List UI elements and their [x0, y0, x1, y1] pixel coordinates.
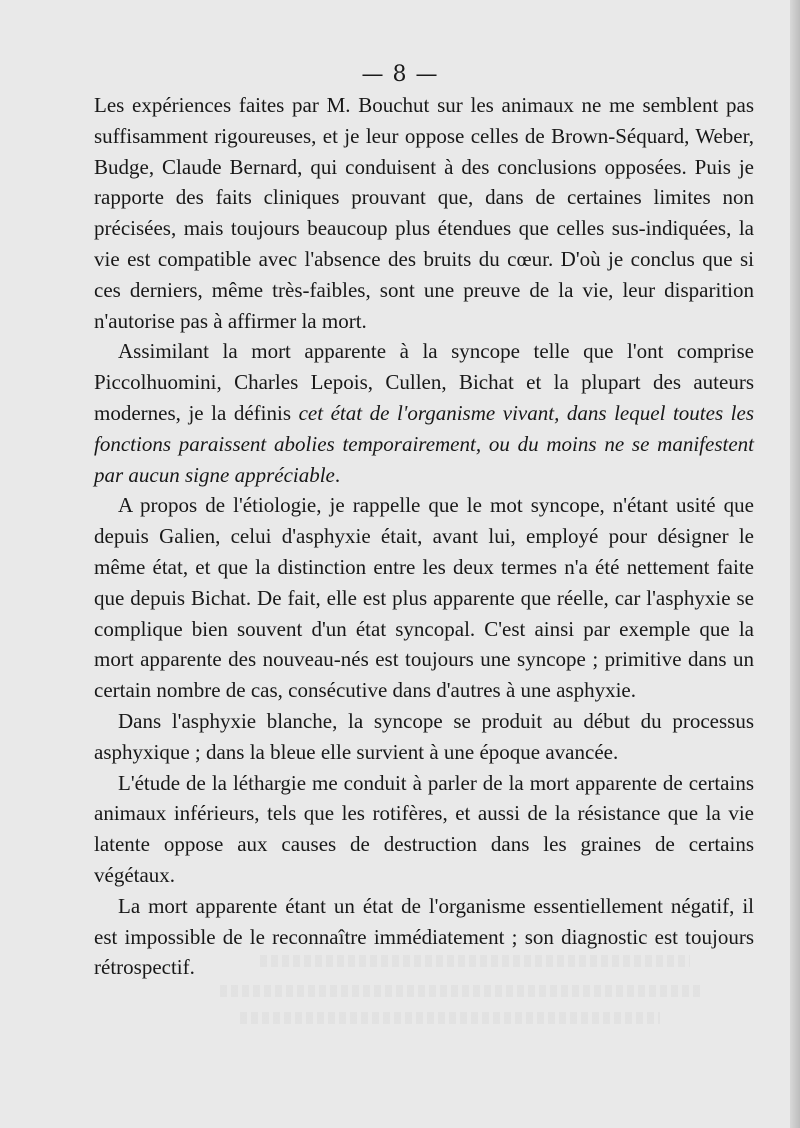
paragraph-3: A propos de l'étiologie, je rappelle que le mot syncope, n'étant usité que depuis Galien, celui d'asphyxie était, avant lui, employé pour désigner le même état, et que la distinction entre les deux termes n'a été nettement faite que depuis Bichat. De fait, elle est plus apparente que réelle, car l'asphyxie se complique bien souvent d'un état syncopal. C'est ainsi par exemple que la mort apparente des nouveau-nés est toujours une syncope ; primitive dans un certain nombre de cas, consécutive dans d'autres à une asphyxie. [94, 493, 754, 703]
paragraph-1: Les expériences faites par M. Bouchut sur les animaux ne me semblent pas suffisamment rigoureuses, et je leur oppose celles de Brown-Séquard, Weber, Budge, Claude Bernard, qui conduisent à des conclusions opposées. Puis je rapporte des faits cliniques prouvant que, dans de certaines limites non précisées, mais toujours beaucoup plus étendues que celles sus-indiquées, la vie est compatible avec l'absence des bruits du cœur. D'où je conclus que si ces derniers, même très-faibles, sont une preuve de la vie, leur disparition n'autorise pas à affirmer la mort. [94, 93, 754, 333]
text-body [94, 90, 754, 983]
bleed-through-texture [220, 985, 700, 997]
bleed-through-texture [240, 1012, 660, 1024]
page-edge [790, 0, 800, 1128]
paragraph-6: La mort apparente étant un état de l'organisme essentiellement négatif, il est impossible de le reconnaître immédiatement ; son diagnostic est toujours rétrospectif. [94, 893, 754, 980]
paragraph-4: Dans l'asphyxie blanche, la syncope se produit au début du processus asphyxique ; dans la bleue elle survient à une époque avancée. [94, 708, 754, 764]
paragraph-2 [94, 336, 754, 490]
definition-italic: cet état de l'organisme vivant, dans lequel toutes les fonctions paraissent abolies temporairement, ou du moins ne se manifestent par aucun signe appréciable [94, 400, 754, 487]
paragraph-5: L'étude de la léthargie me conduit à parler de la mort apparente de certains animaux inférieurs, tels que les rotifères, et aussi de la résistance que la vie latente oppose aux causes de destruction dans les graines de certains végétaux. [94, 770, 754, 887]
paragraph-2-end: . [334, 462, 341, 487]
bleed-through-texture [260, 955, 690, 967]
page-number: — 8 — [361, 62, 439, 87]
paragraph-2-text: Assimilant la mort apparente à la syncope telle que l'ont comprise Piccolhuomini, Charles Lepois, Cullen, Bichat et la plupart des auteurs modernes, je la définis [94, 339, 754, 425]
